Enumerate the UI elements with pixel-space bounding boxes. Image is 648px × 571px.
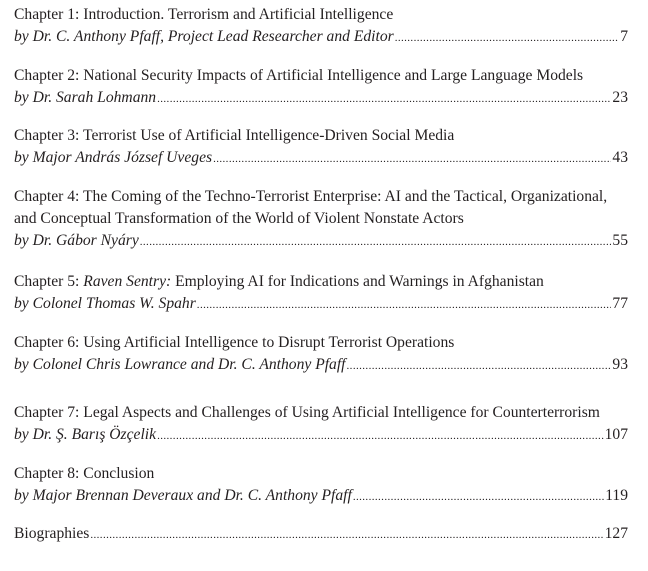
chapter-title: Chapter 6: Using Artificial Intelligence to Disrupt Terrorist Operations: [14, 334, 455, 351]
page-number: 55: [612, 232, 628, 249]
chapter-author: by Dr. C. Anthony Pfaff, Project Lead Researcher and Editor: [14, 28, 394, 45]
chapter-author: by Major András József Uveges: [14, 149, 213, 166]
chapter-title-suffix: Employing AI for Indications and Warnings in Afghanistan: [171, 273, 544, 290]
chapter-title: [14, 271, 628, 293]
toc-entry-chapter-3[interactable]: [14, 125, 628, 169]
dot-leader: [157, 425, 604, 446]
dot-leader: [395, 27, 620, 48]
chapter-author: by Dr. Gábor Nyáry: [14, 232, 139, 249]
toc-entry-chapter-7[interactable]: [14, 402, 628, 446]
toc-entry-chapter-6[interactable]: [14, 332, 628, 376]
toc-entry-biographies[interactable]: [14, 523, 628, 545]
page-number: 107: [604, 426, 628, 443]
chapter-title-line-2: and Conceptual Transformation of the World of Violent Nonstate Actors: [14, 210, 464, 227]
biographies-label: Biographies: [14, 525, 90, 542]
chapter-author: by Colonel Chris Lowrance and Dr. C. Anthony Pfaff: [14, 356, 346, 373]
toc-entry-chapter-2[interactable]: [14, 65, 628, 109]
dot-leader: [347, 355, 612, 376]
chapter-title: Chapter 8: Conclusion: [14, 465, 155, 482]
toc-entry-chapter-1[interactable]: [14, 4, 628, 48]
toc-entry-chapter-8[interactable]: [14, 463, 628, 507]
chapter-title: Chapter 7: Legal Aspects and Challenges of Using Artificial Intelligence for Counterterrorism: [14, 404, 600, 421]
page-number: 93: [612, 356, 628, 373]
chapter-author: by Dr. Ş. Barış Özçelik: [14, 426, 157, 443]
dot-leader: [197, 294, 612, 315]
page-number: 77: [612, 295, 628, 312]
page-number: 23: [612, 89, 628, 106]
dot-leader: [157, 88, 611, 109]
toc-entry-chapter-5[interactable]: [14, 271, 628, 315]
dot-leader: [353, 486, 604, 507]
toc-entry-chapter-4[interactable]: [14, 186, 628, 252]
dot-leader: [90, 524, 603, 545]
page-number: 119: [605, 487, 628, 504]
chapter-author: by Colonel Thomas W. Spahr: [14, 295, 196, 312]
chapter-title: Chapter 1: Introduction. Terrorism and Artificial Intelligence: [14, 6, 394, 23]
page-number: 127: [604, 525, 628, 542]
chapter-author: by Dr. Sarah Lohmann: [14, 89, 157, 106]
chapter-title: Chapter 3: Terrorist Use of Artificial Intelligence-Driven Social Media: [14, 127, 455, 144]
chapter-title-prefix: Chapter 5:: [14, 273, 84, 290]
page-number: 7: [620, 28, 628, 45]
dot-leader: [213, 148, 611, 169]
chapter-title-line-1: Chapter 4: The Coming of the Techno-Terrorist Enterprise: AI and the Tactical, Organizational,: [14, 188, 608, 205]
dot-leader: [140, 231, 612, 252]
chapter-author: by Major Brennan Deveraux and Dr. C. Anthony Pfaff: [14, 487, 352, 504]
chapter-title: Chapter 2: National Security Impacts of Artificial Intelligence and Large Language Models: [14, 67, 584, 84]
page-number: 43: [612, 149, 628, 166]
chapter-title-italic: Raven Sentry:: [83, 273, 172, 290]
